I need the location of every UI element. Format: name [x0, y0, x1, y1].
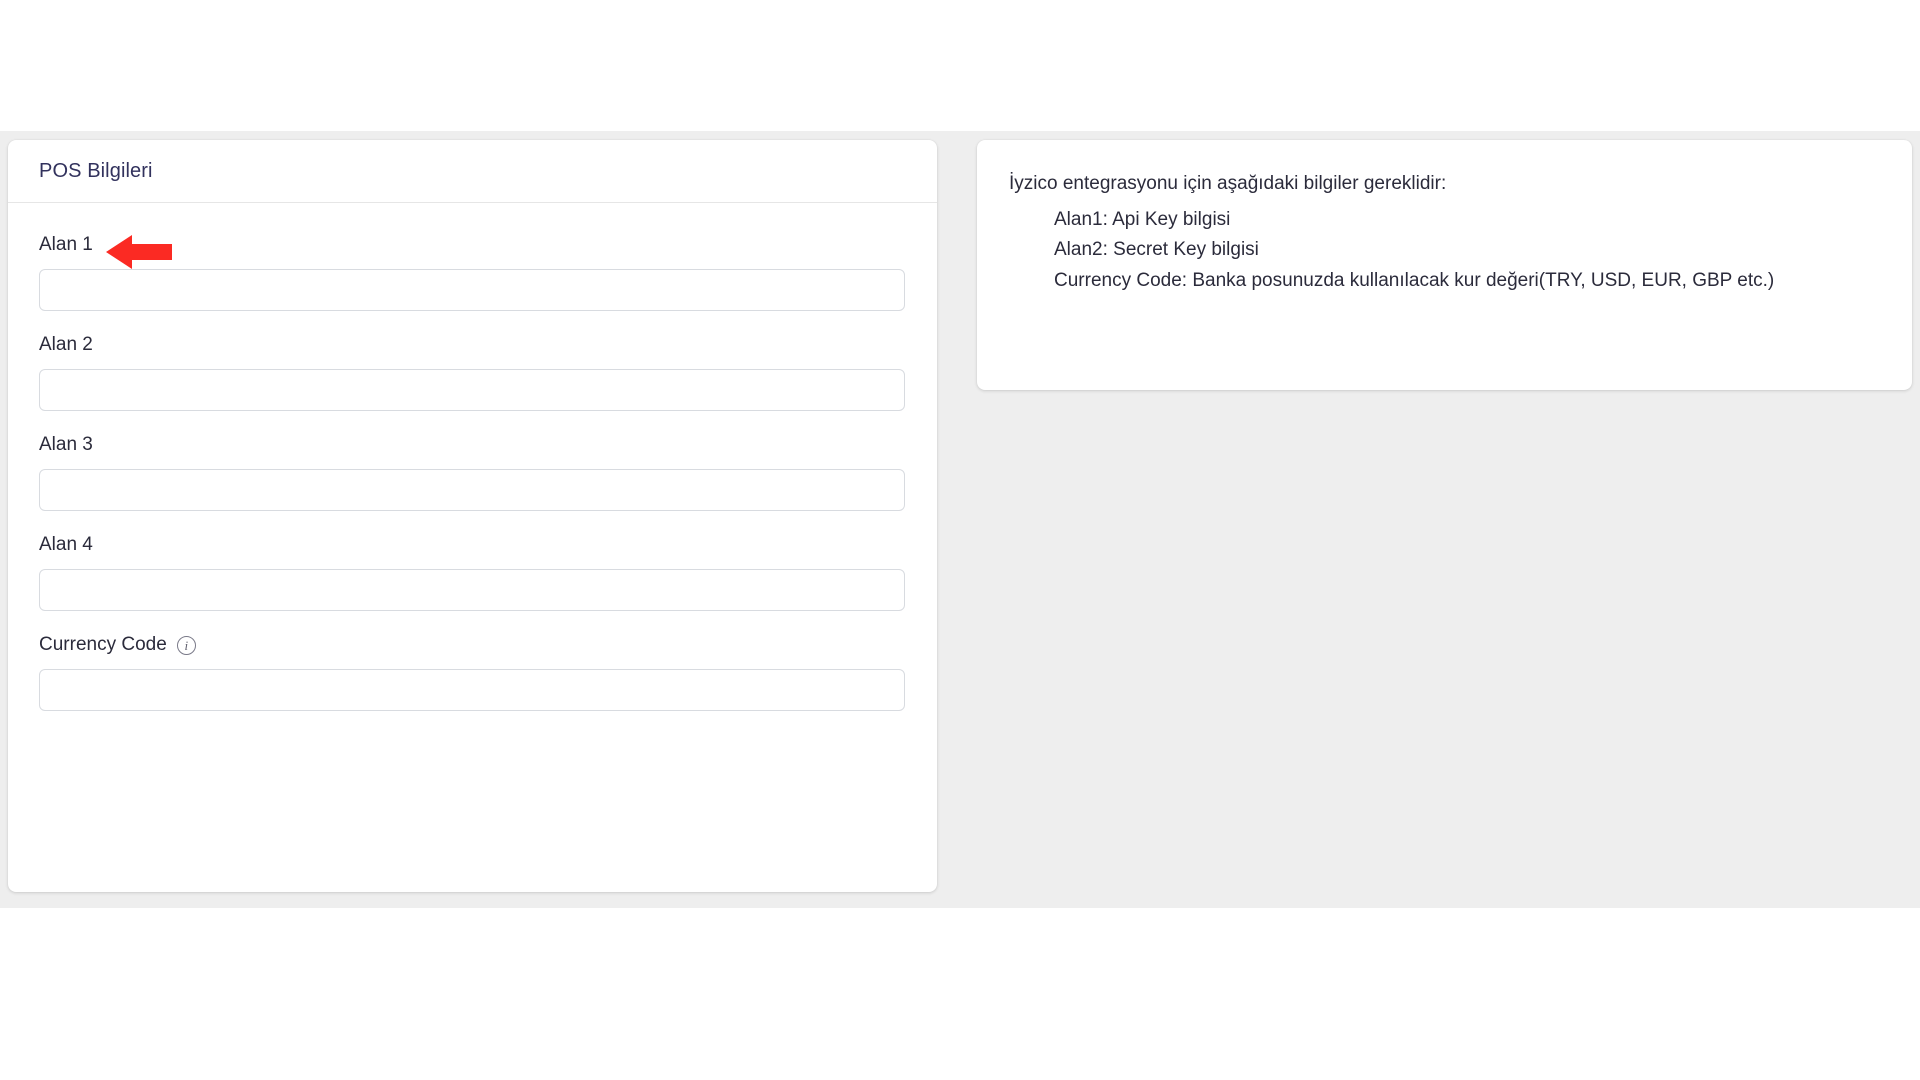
field-label-alan-2 — [39, 333, 906, 357]
alan-1-input[interactable] — [39, 269, 905, 311]
field-label-text-currency-code: Currency Code — [39, 634, 167, 655]
pos-info-card-header — [8, 140, 937, 203]
field-label-text-alan-3: Alan 3 — [39, 434, 93, 455]
field-label-text-alan-1: Alan 1 — [39, 234, 93, 255]
integration-help-intro: İyzico entegrasyonu için aşağıdaki bilgiler gereklidir: — [1009, 173, 1447, 194]
field-label-alan-1 — [39, 233, 906, 257]
alan-3-input[interactable] — [39, 469, 905, 511]
field-alan-1 — [39, 233, 906, 311]
field-label-currency-code — [39, 633, 906, 657]
pos-info-card-title: POS Bilgileri — [39, 159, 153, 182]
field-alan-4 — [39, 533, 906, 611]
field-label-alan-3 — [39, 433, 906, 457]
integration-help-card — [977, 140, 1912, 390]
integration-help-item: Currency Code: Banka posunuzda kullanılacak kur değeri(TRY, USD, EUR, GBP etc.) — [1054, 269, 1775, 291]
currency-code-input[interactable] — [39, 669, 905, 711]
alan-2-input[interactable] — [39, 369, 905, 411]
field-alan-2 — [39, 333, 906, 411]
alan-4-input[interactable] — [39, 569, 905, 611]
info-circle-icon[interactable]: i — [177, 636, 196, 655]
pos-info-card-body — [8, 203, 937, 711]
field-currency-code — [39, 633, 906, 711]
field-label-alan-4 — [39, 533, 906, 557]
field-label-text-alan-4: Alan 4 — [39, 534, 93, 555]
pos-info-card — [8, 140, 937, 892]
integration-help-list — [1009, 206, 1880, 296]
field-label-text-alan-2: Alan 2 — [39, 334, 93, 355]
integration-help-item: Alan1: Api Key bilgisi — [1054, 208, 1231, 230]
integration-help-item: Alan2: Secret Key bilgisi — [1054, 239, 1259, 261]
field-alan-3 — [39, 433, 906, 511]
